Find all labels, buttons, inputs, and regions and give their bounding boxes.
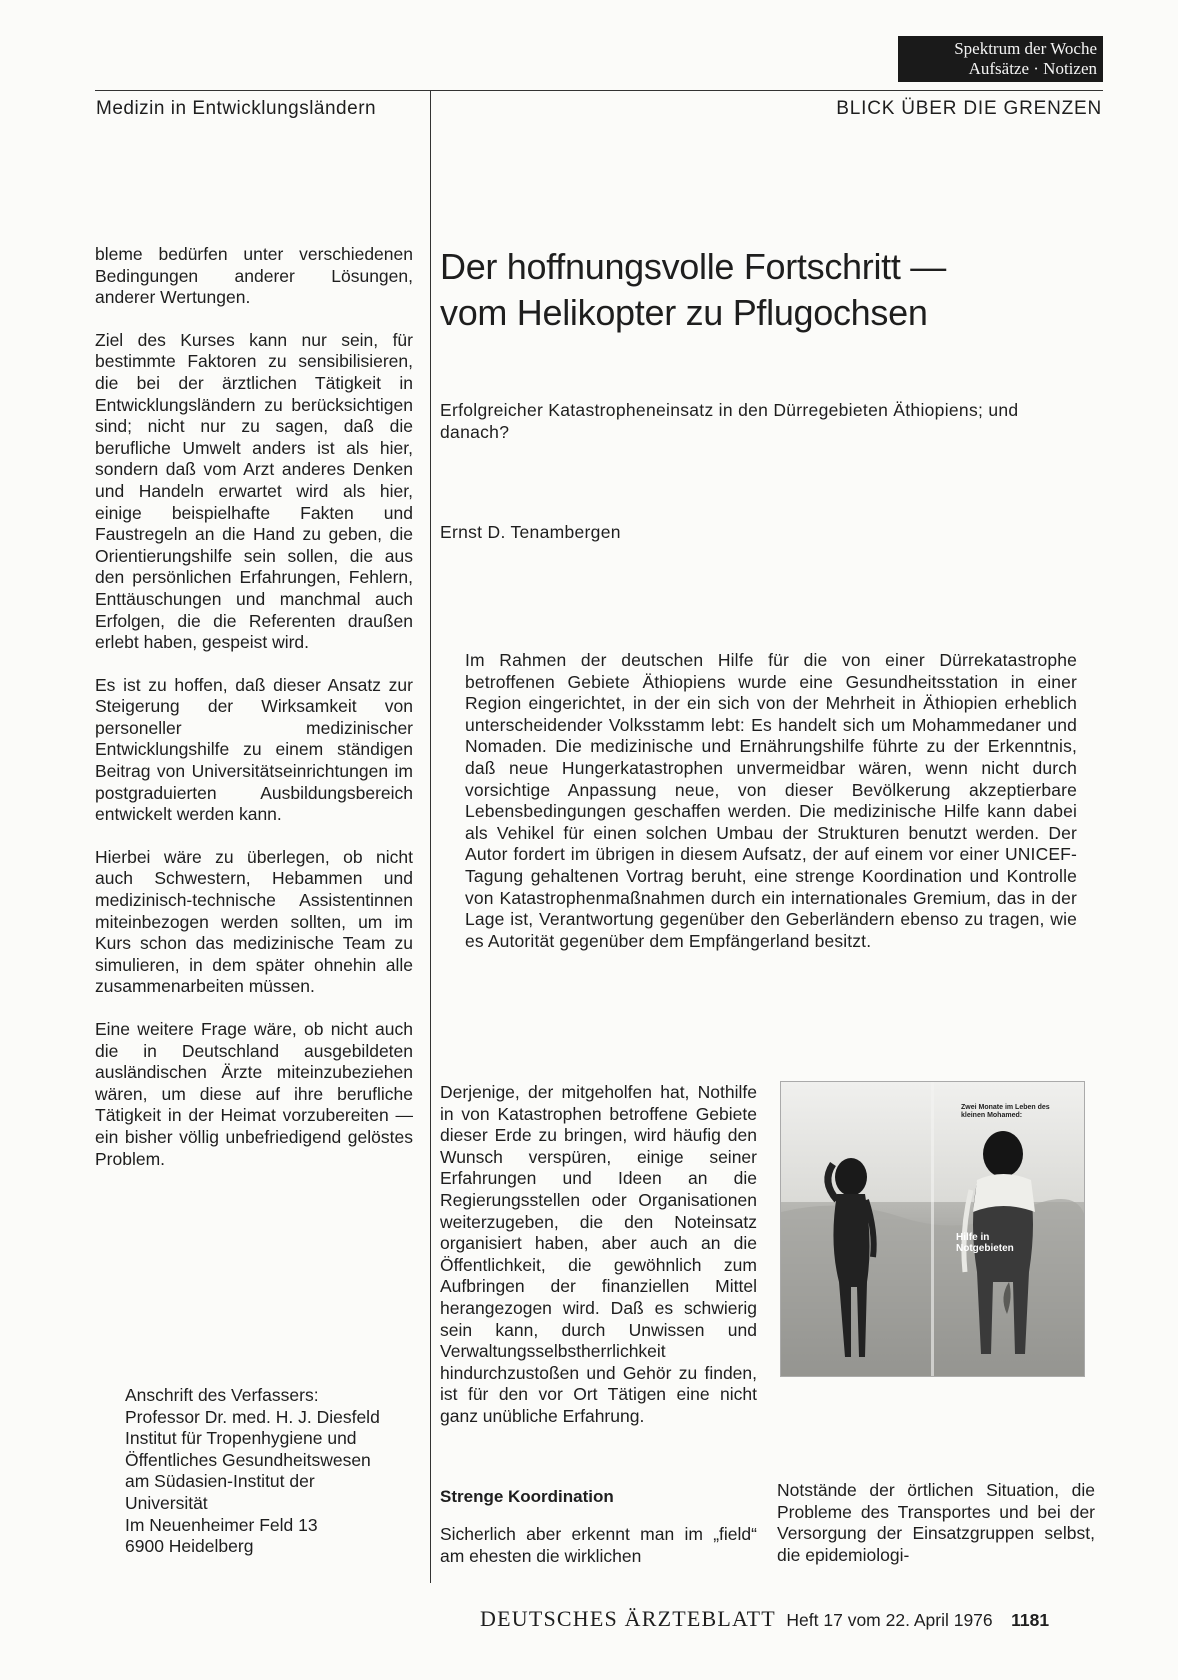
- journal-name: DEUTSCHES ÄRZTEBLATT: [480, 1606, 776, 1631]
- article-abstract: Im Rahmen der deutschen Hilfe für die von einer Dürrekatastrophe betroffenen Gebiete Äthiopiens wurde eine Gesundheitsstation in einer Region eingerichtet, in der ein sich von der Mehrheit in Äthiopien erheblich unterscheidender Volksstamm lebt: Es handelt sich um Mohammedaner und Nomaden. Die medizinische und Ernährungshilfe führte zu der Erkenntnis, daß neue Hungerkatastrophen unvermeidbar wären, wenn nicht durch vorsichtige Anpassung neue, von dieser Bevölkerung akzeptierbare Lebensbedingungen geschaffen werden. Die medizinische Hilfe kann dabei als Vehikel für einen solchen Umbau der Strukturen benutzt werden. Der Autor fordert im übrigen in diesem Aufsatz, der auf einem vor einer UNICEF-Tagung gehaltenen Vortrag beruht, eine strenge Koordination und Kontrolle von Katastrophenmaßnahmen durch ein internationales Gremium, das in der Lage ist, Verantwortung gegenüber den Geberländern ebenso zu tragen, wie es Autorität gegenüber dem Empfängerland besitzt.: [465, 650, 1077, 951]
- running-head-left: Medizin in Entwicklungsländern: [96, 98, 377, 119]
- paragraph: Ziel des Kurses kann nur sein, für bestimmte Faktoren zu sensibilisieren, die bei der ärztlichen Tätigkeit in Entwicklungsländern zu berücksichtigen sind; nicht nur zu sagen, daß die berufliche Umwelt anders ist als hier, sondern daß vom Arzt anderes Denken und Handeln erwartet wird als hier, einige beispielhafte Fakten und Faustregeln an die Hand zu geben, die Orientierungshilfe sein sollen, die aus den persönlichen Erfahrungen, Fehlern, Enttäuschungen und manchmal auch Erfolgen, die die Referenten draußen erlebt haben, gespeist wird.: [95, 329, 413, 653]
- badge-line-2: Aufsätze · Notizen: [968, 59, 1097, 78]
- photo-caption-top: Zwei Monate im Leben des kleinen Mohamed:: [961, 1104, 1050, 1119]
- article-intro: Derjenige, der mitgeholfen hat, Nothilfe in von Katastrophen betroffene Gebiete dieser Erde zu bringen, wird häufig den Wunsch verspüren, einige seiner Erfahrungen und Ideen an die Regierungsstellen oder Organisationen weiterzugeben, die den Noteinsatz organisiert haben, aber auch an die Öffentlichkeit, die gewöhnlich zum Aufbringen der finanziellen Mittel herangezogen wird. Daß es schwierig sein kann, durch Unwissen und Verwaltungsselbstherrlichkeit hindurchzustoßen und Gehör zu finden, ist für den vor Ort Tätigen eine nicht ganz unübliche Erfahrung.: [440, 1082, 757, 1426]
- column-divider: [430, 90, 431, 1583]
- address-line: Anschrift des Verfassers:: [125, 1385, 319, 1405]
- photo-illustration: [781, 1082, 1085, 1377]
- section-badge: [898, 36, 1103, 82]
- title-line-2: vom Helikopter zu Pflugochsen: [440, 292, 928, 333]
- paragraph: Hierbei wäre zu überlegen, ob nicht auch Schwestern, Hebammen und medizinisch-technische Assistentinnen miteinbezogen werden sollten, um im Kurs schon das medizinische Team zu simulieren, in dem später ohnehin alle zusammenarbeiten müssen.: [95, 846, 413, 997]
- address-line: 6900 Heidelberg: [125, 1536, 254, 1557]
- photo-caption-overlay: Hilfe in Notgebieten: [956, 1232, 1014, 1254]
- right-column-text: Notstände der örtlichen Situation, die Probleme des Transportes und bei der Versorgung der Einsatzgruppen selbst, die epidemiologi-: [777, 1480, 1095, 1565]
- paragraph: bleme bedürfen unter verschiedenen Bedingungen anderer Lösungen, anderer Wertungen.: [95, 244, 413, 308]
- page-number: 1181: [1011, 1610, 1050, 1630]
- header-rule: [95, 90, 1103, 91]
- section-subhead: Strenge Koordination: [440, 1487, 614, 1506]
- section-text: Sicherlich aber erkennt man im „field“ am ehesten die wirklichen: [440, 1524, 757, 1566]
- title-line-1: Der hoffnungsvolle Fortschritt —: [440, 246, 946, 287]
- address-line: Professor Dr. med. H. J. Diesfeld: [125, 1406, 380, 1427]
- paragraph: Es ist zu hoffen, daß dieser Ansatz zur Steigerung der Wirksamkeit von personeller medizinischer Entwicklungshilfe zu einem ständigen Beitrag von Universitätseinrichtungen im postgraduierten Ausbildungsbereich entwickelt werden kann.: [95, 674, 413, 825]
- left-column-text: [95, 244, 413, 1191]
- article-author: Ernst D. Tenambergen: [440, 522, 621, 542]
- address-line: Universität: [125, 1492, 208, 1513]
- paragraph: Eine weitere Frage wäre, ob nicht auch die in Deutschland ausgebildeten ausländischen Ärzte miteinzubeziehen wären, um diese auf ihre berufliche Tätigkeit in der Heimat vorzubereiten — ein bisher völlig unbefriedigend gelöstes Problem.: [95, 1019, 413, 1169]
- issue-info: Heft 17 vom 22. April 1976: [786, 1610, 993, 1630]
- address-line: Institut für Tropenhygiene und: [125, 1428, 357, 1449]
- running-head-right: BLICK ÜBER DIE GRENZEN: [836, 98, 1102, 119]
- article-subtitle: Erfolgreicher Katastropheneinsatz in den Dürregebieten Äthiopiens; und danach?: [440, 400, 1019, 442]
- badge-line-1: Spektrum der Woche: [954, 39, 1097, 58]
- author-address: [125, 1385, 425, 1558]
- article-title: [440, 244, 1090, 336]
- article-photo: [780, 1081, 1085, 1377]
- address-line: am Südasien-Institut der: [125, 1471, 315, 1492]
- address-line: Im Neuenheimer Feld 13: [125, 1514, 318, 1535]
- page-footer: [480, 1606, 1049, 1632]
- address-line: Öffentliches Gesundheitswesen: [125, 1449, 371, 1470]
